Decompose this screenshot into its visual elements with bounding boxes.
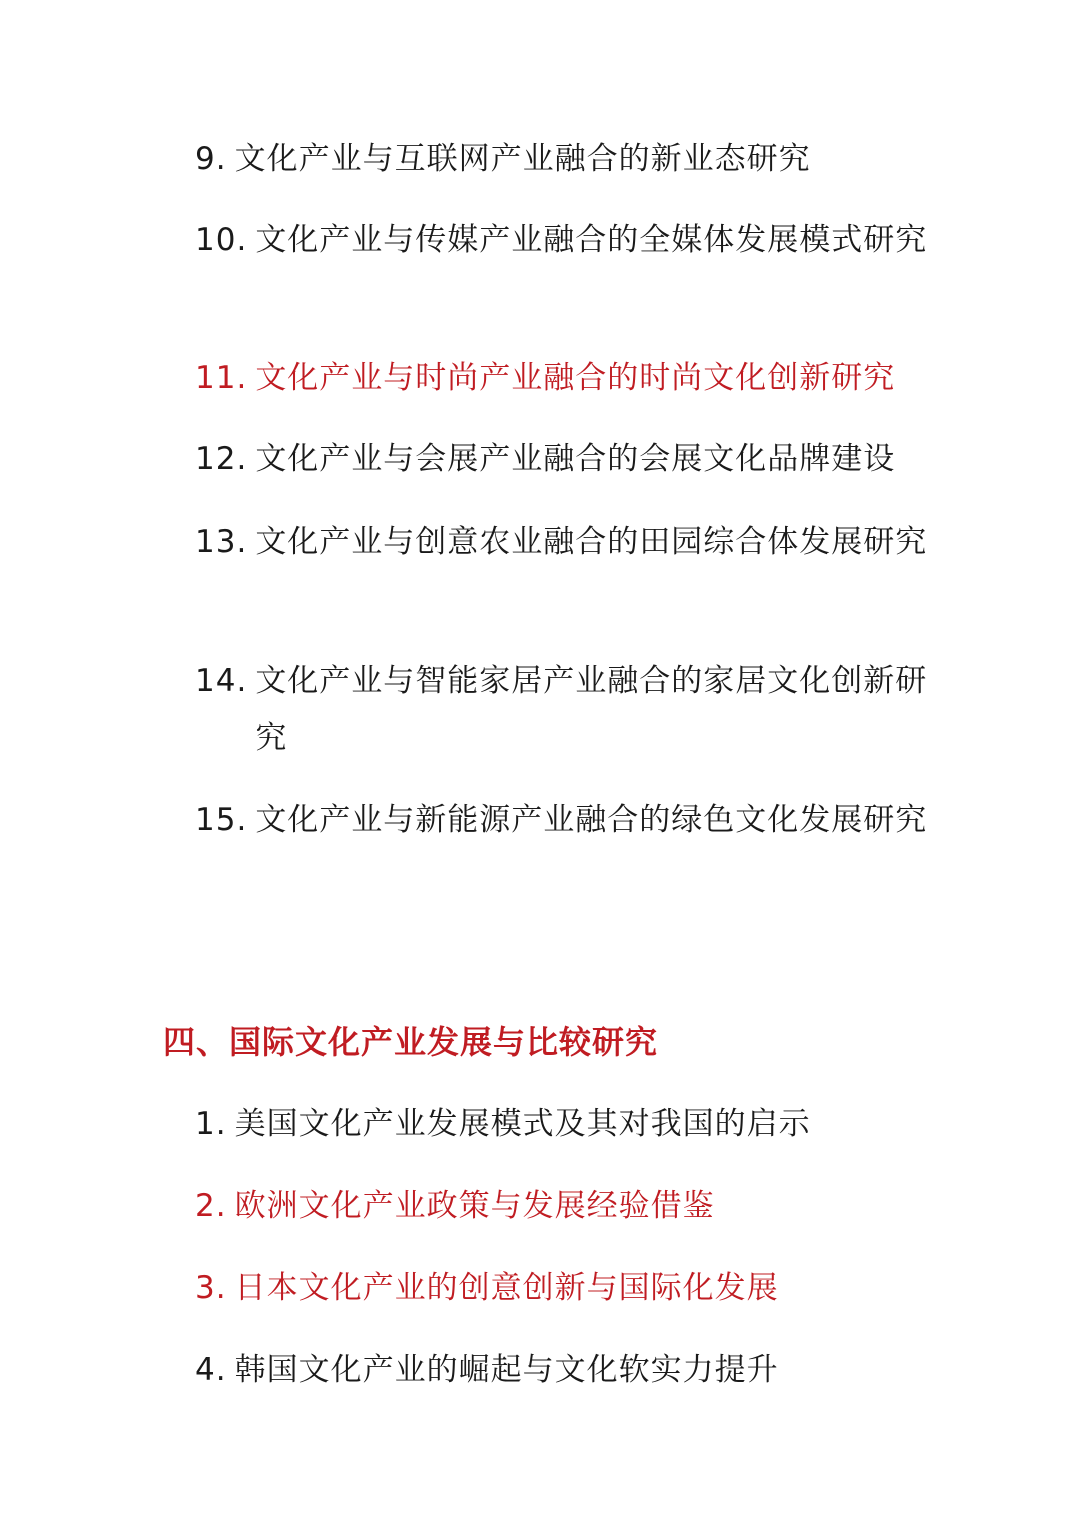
item-text: 文化产业与智能家居产业融合的家居文化创新研究	[255, 663, 928, 756]
section-heading: 四、国际文化产业发展与比较研究	[163, 1023, 659, 1061]
list-item	[195, 1096, 930, 1178]
item-number: 9.	[195, 141, 227, 177]
list-item	[195, 514, 930, 653]
list-item	[195, 212, 930, 350]
item-text: 文化产业与互联网产业融合的新业态研究	[234, 141, 811, 177]
item-number: 1.	[195, 1106, 227, 1142]
item-number: 14.	[195, 663, 248, 699]
item-number: 11.	[195, 360, 248, 396]
item-number: 13.	[195, 524, 248, 560]
list-item	[195, 131, 930, 212]
item-number: 12.	[195, 441, 248, 477]
item-number: 3.	[195, 1270, 227, 1306]
list-item-highlighted	[195, 1178, 930, 1260]
item-number: 4.	[195, 1352, 227, 1388]
list-item	[195, 1342, 930, 1424]
item-text: 欧洲文化产业政策与发展经验借鉴	[234, 1188, 715, 1224]
section4-list	[195, 1096, 930, 1424]
item-text: 日本文化产业的创意创新与国际化发展	[234, 1270, 779, 1306]
item-number: 2.	[195, 1188, 227, 1224]
item-text: 美国文化产业发展模式及其对我国的启示	[234, 1106, 811, 1142]
list-item	[195, 653, 930, 792]
list-item-highlighted	[195, 350, 930, 431]
item-text: 文化产业与时尚产业融合的时尚文化创新研究	[255, 360, 896, 396]
item-number: 10.	[195, 222, 248, 258]
list-item-highlighted	[195, 1260, 930, 1342]
item-text: 文化产业与新能源产业融合的绿色文化发展研究	[255, 802, 928, 838]
item-number: 15.	[195, 802, 248, 838]
section3-list	[195, 131, 930, 930]
item-text: 韩国文化产业的崛起与文化软实力提升	[234, 1352, 779, 1388]
list-item	[195, 792, 930, 930]
item-text: 文化产业与会展产业融合的会展文化品牌建设	[255, 441, 896, 477]
list-item	[195, 431, 930, 514]
item-text: 文化产业与传媒产业融合的全媒体发展模式研究	[255, 222, 928, 258]
item-text: 文化产业与创意农业融合的田园综合体发展研究	[255, 524, 928, 560]
